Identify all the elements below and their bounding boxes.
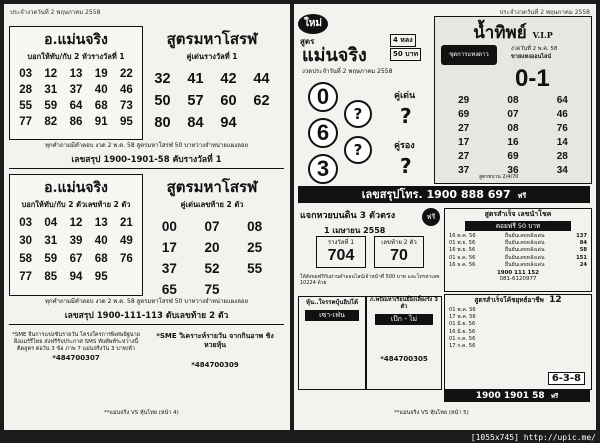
formula-table <box>444 208 592 292</box>
brand-pair-number: 34 <box>556 165 568 176</box>
grid-number: 08 <box>247 219 263 234</box>
table-rows <box>445 232 591 270</box>
coach-result: 6-3-8 <box>548 372 585 385</box>
title-main: แม่นจริง <box>302 45 367 66</box>
left-page <box>4 4 290 430</box>
brand-pair-number: 76 <box>556 123 568 134</box>
grid-number: 65 <box>161 282 177 297</box>
strip-note: ทุกคำถามมีคำตอบ งวด 2 พ.ค. 58 สูตรมหาโสรฬ 50 บาทวางจำหน่ายแผงลอย <box>45 142 248 149</box>
grid-number: 28 <box>19 84 32 96</box>
grid-number: 91 <box>94 116 108 128</box>
grid-number: 04 <box>44 217 58 229</box>
tips-note: ให้สังขอฟรีกับผ่านค่ำออนไลน์เจ้าหน้าที่ 500 บาท และโทรหาเลข 10224 ด้วย <box>300 274 440 287</box>
grid-number: 84 <box>187 115 204 131</box>
number-grid <box>146 71 278 131</box>
coach-row: 01 พ.ค. 56 <box>449 307 476 313</box>
block-top-left <box>9 26 143 140</box>
last2-box <box>374 236 424 268</box>
page-footer: **แม่นจริง VS หุ้นไทย (หน้า 4) <box>104 410 179 416</box>
grid-number: 60 <box>220 93 237 109</box>
right-page-header: ประจำงวดวันที่ 2 พฤษภาคม 2558 <box>499 9 590 16</box>
grid-number: 59 <box>44 253 58 265</box>
grid-number: 21 <box>120 217 133 229</box>
brand-pair-number: 64 <box>556 95 568 106</box>
prize-box <box>316 236 366 268</box>
number-grid <box>13 217 139 283</box>
grid-number: 17 <box>161 240 177 255</box>
grid-number: 07 <box>204 219 220 234</box>
brand-pair-number: 69 <box>458 109 470 120</box>
table-cell-val: 24 <box>579 261 587 268</box>
table-cell-val: 58 <box>579 247 587 254</box>
date-line: งวดประจำวันที่ 2 พฤษภาคม 2558 <box>302 68 393 75</box>
block-title: อ.แม่นจริง <box>44 32 108 48</box>
grid-number: 94 <box>69 271 83 283</box>
block-bottom-right <box>144 174 280 297</box>
prize-value: 704 <box>327 247 355 264</box>
brand-pair-number: 29 <box>458 95 470 106</box>
table-cell-note: ยืนยันเลขหลังเด่น <box>505 261 545 268</box>
grid-number: 13 <box>94 217 108 229</box>
brand-pair-number: 08 <box>507 123 519 134</box>
grid-number: 12 <box>44 68 58 80</box>
block-top-right <box>144 26 280 138</box>
summary-strip: เลขสรุป 1900-1901-58 คับรางวัลที่ 1 <box>9 152 284 169</box>
table-cell-date: 16 ธ.ค. 56 <box>449 261 476 268</box>
q2-label: คู่รอง <box>394 141 415 151</box>
summary-text: เลขสรุปโทร. 1900 888 697 <box>361 188 511 201</box>
left-page-header: ประจำงวดวันที่ 2 พฤษภาคม 2558 <box>10 9 101 16</box>
question-icon: ? <box>344 100 372 128</box>
table-cell-date: 01 ธ.ค. 56 <box>449 254 476 261</box>
block-title: สูตรมหาโสรฬ <box>166 30 258 48</box>
table-cell-date: 16 พ.ย. 56 <box>449 247 476 254</box>
table-row <box>449 262 587 269</box>
ad-left-text: *SME จีนการแข่งขันรายวัน โครงใครการพิเศษอิฐนายฝั่งแมร์รีไทย ส่งฟรีรับประกาศ SMS ทับศัพท์ระหว่างนี้ ติดสูตร ต่อวัน 3 ข้อ ภาพ 7 แม่นจริงวัน 3 บาท/ตัว <box>12 332 140 352</box>
grid-number: 03 <box>19 217 32 229</box>
number-grid <box>13 68 139 128</box>
grid-number: 58 <box>19 253 32 265</box>
table-title: สูตรสำเร็จ เลขนำโชค <box>484 210 552 218</box>
tips-date: 1 เมษายน 2558 <box>324 226 386 235</box>
grid-number: 40 <box>94 84 108 96</box>
ad-stocks <box>298 296 366 390</box>
block-title: สูตรมหาโสรฬ <box>166 178 258 196</box>
grid-number: 68 <box>94 253 108 265</box>
grid-number: 59 <box>44 100 58 112</box>
grid-number: 95 <box>120 116 133 128</box>
grid-number: 94 <box>220 115 237 131</box>
brand-pair-number: 16 <box>507 137 519 148</box>
price-tag: 50 บาท <box>390 48 421 61</box>
brand-pair-number: 28 <box>556 151 568 162</box>
table-row <box>449 247 587 254</box>
block-subtitle: คู่เด่นรางวัลที่ 1 <box>186 52 238 61</box>
grid-number: 85 <box>44 271 58 283</box>
table-cell-date: 01 พ.ย. 56 <box>449 240 476 247</box>
new-badge: ใหม่ <box>298 14 328 34</box>
brand-pair-number: 27 <box>458 123 470 134</box>
table-cell-val: 137 <box>576 233 587 239</box>
grid-number: 42 <box>220 71 237 87</box>
brand-caption: ขุดการแทงดาว <box>441 45 497 65</box>
grid-number: 64 <box>69 100 83 112</box>
table-cell-val: 84 <box>579 240 587 247</box>
last2-value: 70 <box>390 247 408 264</box>
prize-label: รางวัลที่ 1 <box>327 239 355 246</box>
tips-title: แจกหวยบนดิน 3 ตัวตรง <box>300 211 396 221</box>
bottom-strip <box>444 390 590 402</box>
ad-stocks-sub: เซา-เฟ่น <box>305 310 359 321</box>
free-badge: ฟรี <box>422 208 440 226</box>
grid-number: 37 <box>69 84 83 96</box>
ad-phone: *484700305 <box>380 355 428 363</box>
grid-number: 44 <box>253 71 270 87</box>
table-cell-note: ยืนยันเลขหลังเด่น <box>505 233 545 239</box>
coach-row: 17 ก.ค. 56 <box>449 343 476 350</box>
grid-number: 55 <box>19 100 32 112</box>
coach-row: 01 มิ.ย. 56 <box>449 321 476 328</box>
ad-right-text: *SME วิเคราะห์รายวัน จากกินอาพ ชิงหวยหุ้น <box>156 332 274 349</box>
grid-number: 31 <box>44 84 58 96</box>
grid-number: 00 <box>161 219 177 234</box>
question-icon: ? <box>344 136 372 164</box>
ad-stocks-title: หุ้น..ใจรรคบุ้นอิปโต้ <box>306 299 358 306</box>
ad-coach-title: สูตรสำเร็จโค้ชยุทธ์อาชีพ <box>474 296 544 304</box>
grid-number: 46 <box>120 84 133 96</box>
grid-number: 86 <box>69 116 83 128</box>
grid-number: 62 <box>253 93 270 109</box>
grid-number: 67 <box>69 253 83 265</box>
brand-pairs <box>439 95 587 176</box>
grid-number: 77 <box>19 271 32 283</box>
table-phone: 1900 111 152 <box>496 270 540 277</box>
ad-left <box>12 332 140 362</box>
brand-pair-number: 08 <box>507 95 519 106</box>
table-cell-note: ยืนยันเลขหลังเด่น <box>505 254 545 261</box>
summary-strip: เลขสรุป 1900-111-113 ดับเลขท้าย 2 ตัว <box>9 308 284 325</box>
strip-note: ทุกคำถามมีคำตอบ งวด 2 พ.ค. 58 สูตรมหาโสรฬ 50 บาทวางจำหน่ายแผงลอย <box>45 298 248 305</box>
grid-number: 25 <box>247 240 263 255</box>
grid-number: 49 <box>120 235 133 247</box>
brand-pair-number: 46 <box>556 109 568 120</box>
brand-price: ขายแทงออนไลน์ <box>511 54 552 60</box>
table-row <box>449 255 587 262</box>
page-footer: **แม่นจริง VS หุ้นไทย (หน้า 5) <box>394 410 469 416</box>
grid-number: 52 <box>204 261 220 276</box>
brand-pair-number: 27 <box>458 151 470 162</box>
ad-middle-title: ภ.พปัณหาเรียนยี่อิงเลี้ยงรัง 3 ตัว <box>369 297 439 310</box>
grid-number: 20 <box>204 240 220 255</box>
table-cell-val: 151 <box>576 254 587 261</box>
grid-number: 77 <box>19 116 32 128</box>
grid-number: 75 <box>204 282 220 297</box>
grid-number: 37 <box>161 261 177 276</box>
ad-coach <box>444 294 592 390</box>
edition-tag: 4 หลง <box>390 34 416 47</box>
table-cell-note: ยืนยันเลขหลังเด่น <box>505 247 545 254</box>
brand-pair-number: 14 <box>556 137 568 148</box>
grid-number: 32 <box>154 71 171 87</box>
grid-number: 40 <box>94 235 108 247</box>
circle-number: 3 <box>308 154 338 184</box>
grid-number: 73 <box>120 100 133 112</box>
grid-number: 13 <box>69 68 83 80</box>
title-small: สูตร <box>300 37 315 46</box>
grid-number: 82 <box>44 116 58 128</box>
q1-label: คู่เด่น <box>394 91 416 101</box>
right-page <box>294 4 596 430</box>
grid-number: 39 <box>69 235 83 247</box>
summary-bar <box>298 186 590 203</box>
table-cell-note: ยืนยันเลขหลังเด่น <box>505 240 545 247</box>
grid-number: 55 <box>247 261 263 276</box>
block-subtitle: บอกให้ทับ/กับ 2 ตัวเลขท้าย 2 ตัว <box>21 200 131 209</box>
brand-vip: V.I.P <box>532 30 553 40</box>
coach-row: 01 ก.ค. 56 <box>449 335 476 342</box>
grid-number: 80 <box>154 115 171 131</box>
number-grid <box>148 219 276 297</box>
brand-footer: สูตรขบวน 2/4/70 <box>479 174 519 180</box>
coach-row: 17 พ.ค. 56 <box>449 314 476 321</box>
block-bottom-left <box>9 174 143 296</box>
ad-middle <box>366 296 442 390</box>
bottom-strip-text: 1900 1901 58 <box>475 391 545 401</box>
grid-number: 22 <box>120 68 133 80</box>
ad-right <box>150 332 280 369</box>
ad-middle-sub: เป๊ก - ไม่ <box>375 314 433 325</box>
summary-tag: ฟรี <box>517 192 527 200</box>
watermark: [1055x745] http://upic.me/ <box>470 433 596 442</box>
circle-number: 6 <box>308 118 338 148</box>
table-cell-date: 16 ต.ค. 56 <box>449 233 476 239</box>
bottom-strip-tag: ฟรี <box>550 393 559 400</box>
block-title: อ.แม่นจริง <box>44 180 108 196</box>
table-phone-2: 081-6120977 <box>499 276 537 283</box>
brand-box <box>434 16 592 184</box>
grid-number: 41 <box>187 71 204 87</box>
grid-number: 57 <box>187 93 204 109</box>
block-subtitle: คู่เด่นเลขท้าย 2 ตัว <box>180 200 244 209</box>
grid-number: 76 <box>120 253 133 265</box>
ad-left-phone: *484700307 <box>52 354 100 362</box>
grid-number: 31 <box>44 235 58 247</box>
grid-number: 30 <box>19 235 32 247</box>
grid-number: 68 <box>94 100 108 112</box>
coach-rows <box>445 305 591 352</box>
brand-name: น้ำทิพย์ <box>473 23 527 43</box>
grid-number: 03 <box>19 68 32 80</box>
grid-number: 12 <box>69 217 83 229</box>
ad-right-phone: *484700309 <box>191 361 239 369</box>
brand-big-number: 0-1 <box>515 65 550 92</box>
table-sub: คอยฟรี 50 บาท <box>465 221 571 231</box>
question-icon: ? <box>400 104 412 128</box>
brand-pair-number: 37 <box>458 165 470 176</box>
coach-row: 16 มิ.ย. 56 <box>449 328 476 335</box>
block-subtitle: บอกให้ทับ/กับ 2 หัวรางวัลที่ 1 <box>27 52 125 61</box>
grid-number: 95 <box>94 271 108 283</box>
ad-coach-count: 12 <box>549 295 562 305</box>
brand-pair-number: 36 <box>507 165 519 176</box>
brand-pair-number: 17 <box>458 137 470 148</box>
grid-number: 19 <box>94 68 108 80</box>
grid-number: 50 <box>154 93 171 109</box>
circle-number: 0 <box>308 82 338 112</box>
last2-label: เลขท้าย 2 ตัว <box>381 239 417 246</box>
brand-date: งวดวันที่ 2 พ.ค. 58 <box>511 46 558 52</box>
question-icon: ? <box>400 154 412 178</box>
brand-pair-number: 07 <box>507 109 519 120</box>
brand-pair-number: 69 <box>507 151 519 162</box>
